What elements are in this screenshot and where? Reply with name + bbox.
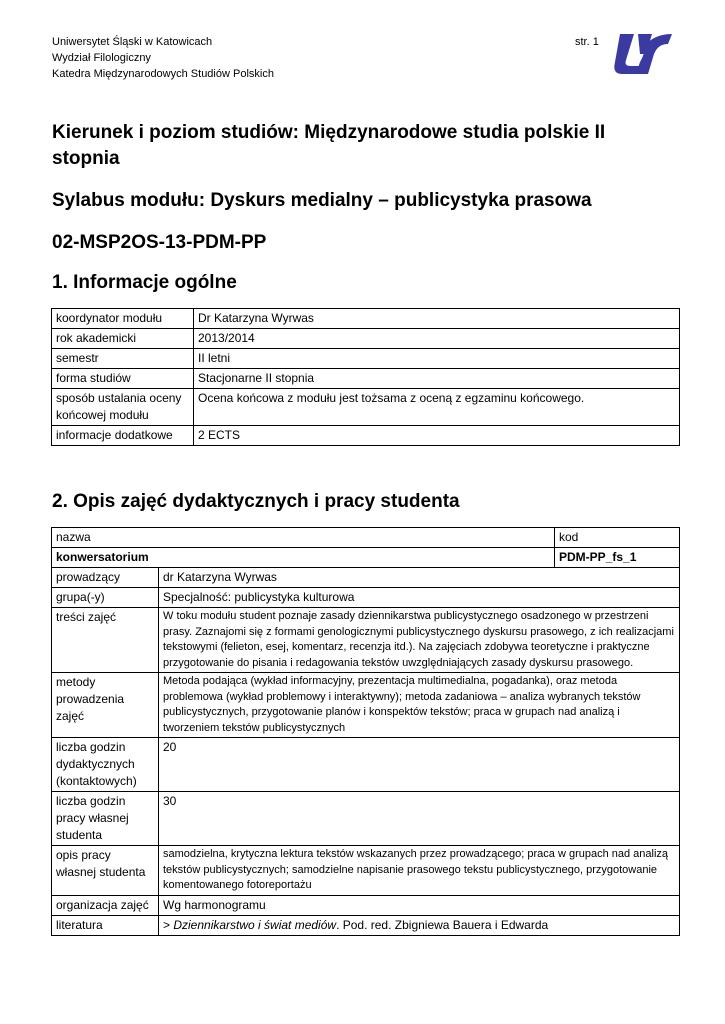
- page-title-line-2: stopnia: [52, 148, 120, 169]
- classes-table: [51, 527, 680, 936]
- section-classes-heading: 2. Opis zajęć dydaktycznych i pracy studenta: [52, 491, 460, 512]
- syllabus-title: Sylabus modułu: Dyskurs medialny – publicystyka prasowa: [52, 190, 592, 211]
- row-value: Wg harmonogramu: [159, 895, 680, 915]
- row-value: 2013/2014: [194, 329, 680, 349]
- table-row: [52, 738, 680, 792]
- row-label: liczba godzin pracy własnej studenta: [52, 792, 159, 846]
- table-header-row: [52, 528, 680, 548]
- column-name-header: nazwa: [52, 528, 555, 548]
- row-label: treści zajęć: [52, 608, 159, 673]
- row-value: Metoda podająca (wykład informacyjny, prezentacja multimedialna, pogadanka), oraz metoda problemowa (wykład problemowy i interaktywny); metoda zadaniowa – analiza wybranych tekstów publicystycznych, przygotowanie planów i konspektów tekstów; praca w grupach nad analizą i tworzeniem tekstów publicystycznych: [159, 673, 680, 738]
- table-row: [52, 588, 680, 608]
- row-label: literatura: [52, 915, 159, 935]
- page-title-line-1: Kierunek i poziom studiów: Międzynarodowe studia polskie II: [52, 122, 606, 143]
- module-code: 02-MSP2OS-13-PDM-PP: [52, 232, 267, 253]
- general-info-table: [51, 308, 680, 446]
- table-row: [52, 568, 680, 588]
- university-logo-icon: [610, 30, 674, 76]
- row-value: Specjalność: publicystyka kulturowa: [159, 588, 680, 608]
- table-row: [52, 792, 680, 846]
- row-value: Stacjonarne II stopnia: [194, 369, 680, 389]
- row-value: [159, 915, 680, 935]
- table-row: [52, 389, 680, 426]
- row-value: Ocena końcowa z modułu jest tożsama z oceną z egzaminu końcowego.: [194, 389, 680, 426]
- table-row: [52, 915, 680, 935]
- row-value: dr Katarzyna Wyrwas: [159, 568, 680, 588]
- class-name: konwersatorium: [52, 548, 555, 568]
- table-row: [52, 329, 680, 349]
- university-name: Uniwersytet Śląski w Katowicach: [52, 36, 213, 48]
- row-label: grupa(-y): [52, 588, 159, 608]
- row-label: rok akademicki: [52, 329, 194, 349]
- department-name: Katedra Międzynarodowych Studiów Polskich: [52, 68, 274, 80]
- row-label: forma studiów: [52, 369, 194, 389]
- table-row: [52, 426, 680, 446]
- literature-title: Dziennikarstwo i świat mediów: [173, 917, 337, 932]
- column-code-header: kod: [555, 528, 680, 548]
- row-value: Dr Katarzyna Wyrwas: [194, 309, 680, 329]
- table-row: [52, 673, 680, 738]
- row-label: organizacja zajęć: [52, 895, 159, 915]
- row-label: opis pracy własnej studenta: [52, 846, 159, 896]
- row-label: sposób ustalania oceny końcowej modułu: [52, 389, 194, 426]
- table-row: [52, 369, 680, 389]
- table-row: [52, 846, 680, 896]
- row-label: semestr: [52, 349, 194, 369]
- literature-prefix: >: [163, 917, 174, 932]
- row-value: 2 ECTS: [194, 426, 680, 446]
- row-value: W toku modułu student poznaje zasady dziennikarstwa publicystycznego osadzonego w przestrzeni prasy. Zaznajomi się z formami genologicznymi publicystycznego dyskursu prasowego, z ich realizacjami tekstowymi (felieton, esej, komentarz, recenzja itd.). Na zajęciach zdobywa teoretyczne i praktyczne przygotowanie do pisania i redagowania tekstów uwzględniających zasady dyskursu prasowego.: [159, 608, 680, 673]
- row-label: koordynator modułu: [52, 309, 194, 329]
- page-number: str. 1: [575, 36, 599, 48]
- literature-rest: . Pod. red. Zbigniewa Bauera i Edwarda: [336, 917, 549, 932]
- table-row: [52, 309, 680, 329]
- row-label: prowadzący: [52, 568, 159, 588]
- row-value: II letni: [194, 349, 680, 369]
- row-value: samodzielna, krytyczna lektura tekstów wskazanych przez prowadzącego; praca w grupach nad analizą tekstów publicystycznych; samodzielne napisanie prasowego tekstu publicystycznego, przygotowanie komentowanego fotoreportażu: [159, 846, 680, 896]
- row-value: 30: [159, 792, 680, 846]
- section-general-info-heading: 1. Informacje ogólne: [52, 272, 237, 293]
- table-row: [52, 548, 680, 568]
- faculty-name: Wydział Filologiczny: [52, 52, 151, 64]
- row-label: metody prowadzenia zajęć: [52, 673, 159, 738]
- table-row: [52, 349, 680, 369]
- row-label: liczba godzin dydaktycznych (kontaktowych): [52, 738, 159, 792]
- row-value: 20: [159, 738, 680, 792]
- row-label: informacje dodatkowe: [52, 426, 194, 446]
- class-code: PDM-PP_fs_1: [555, 548, 680, 568]
- table-row: [52, 895, 680, 915]
- table-row: [52, 608, 680, 673]
